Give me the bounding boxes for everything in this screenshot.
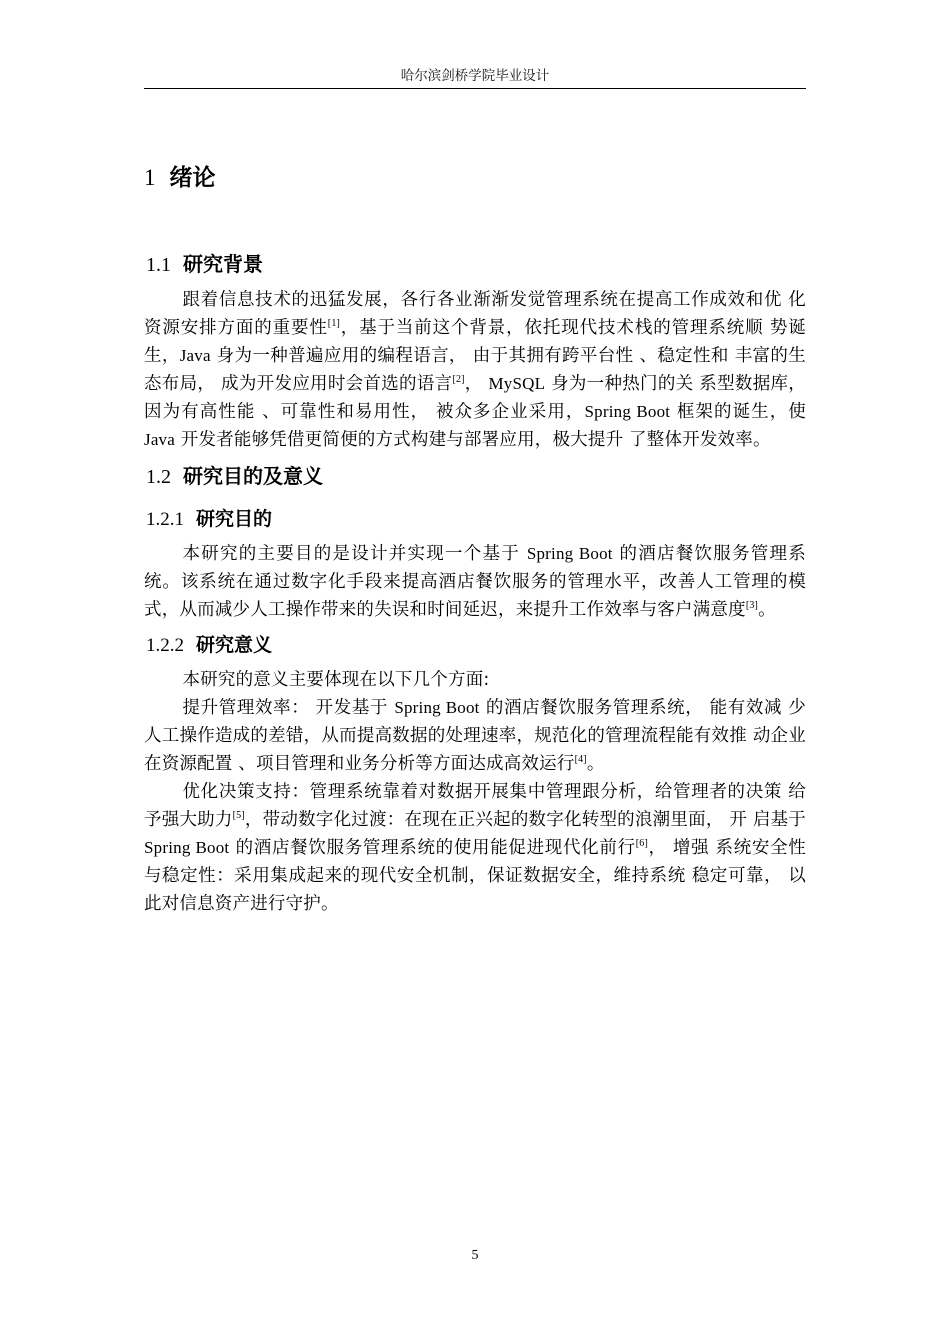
text-run: Spring Boot	[394, 698, 480, 717]
chapter-heading	[144, 160, 806, 196]
citation-4: [4]	[574, 754, 587, 765]
section-number: 1.1	[146, 254, 171, 276]
text-run: 优化决策支持：管理系统靠着对数据开展集中管理跟分析，给管理者的决策 给予强大助力	[144, 782, 806, 830]
section-heading-1-2-1	[146, 504, 806, 534]
section-heading-1-2	[146, 460, 806, 492]
text-run: ，带动数字化过渡：在现在正兴起的数字化转型的浪潮里面， 开 启基于	[244, 810, 806, 830]
paragraph-significance-intro: 本研究的意义主要体现在以下几个方面:	[182, 670, 490, 690]
citation-3: [3]	[745, 600, 759, 611]
section-heading-1-2-2	[146, 630, 806, 660]
text-run: MySQL	[488, 374, 546, 393]
paragraph-purpose	[144, 540, 806, 624]
text-run: Spring Boot	[144, 838, 230, 857]
section-title: 研究背景	[183, 252, 263, 276]
text-run: 提升管理效率： 开发基于	[182, 698, 395, 718]
section-number: 1.2.1	[146, 509, 184, 530]
page-content	[144, 160, 806, 918]
text-run: 本研究的主要目的是设计并实现一个基于	[182, 544, 527, 564]
text-run: Spring Boot	[526, 544, 613, 563]
chapter-number: 1	[144, 165, 156, 190]
citation-6: [6]	[635, 838, 648, 849]
text-run: Spring Boot	[584, 402, 671, 421]
page-header: 哈尔滨剑桥学院毕业设计	[400, 68, 550, 84]
section-number: 1.2	[146, 466, 171, 488]
text-run: 框架的诞生，使	[670, 402, 806, 422]
text-run: 。	[586, 754, 605, 774]
text-run: ， 增强 系统安全性与稳定性：采用集成起来的现代安全机制，保证数据安全，维持系统 稳定可靠， 以此对信息资产进行守护。	[144, 838, 807, 914]
text-run: 开发者能够凭借更简便的方式构建与部署应用，极大提升 了整体开发效率。	[175, 430, 771, 450]
section-heading-1-1	[146, 248, 806, 280]
text-run: Java	[179, 346, 211, 365]
text-run: 的酒店餐饮服务管理系统的使用能促进现代化前行	[229, 838, 636, 858]
text-run: ，基于当前这个背景，依托现代技术栈的管理系统顺 势诞生，	[144, 318, 806, 366]
paragraph-efficiency	[144, 694, 806, 778]
text-run: 身为一种普遍应用的编程语言， 由于其拥有跨平台性 、稳定性和 丰富的生态布局， 成为开发应用时会首选的语言	[144, 346, 806, 394]
text-run: 的酒店餐饮服务管理系统。该系统在通过数字化手段来提高酒店餐饮服务的管理水平，改善人工管理的模式，从而减少人工操作带来的失误和时间延迟，来提升工作效率与客户满意度	[144, 544, 806, 620]
text-run: 。	[758, 600, 776, 620]
citation-1: [1]	[327, 318, 341, 329]
citation-2: [2]	[452, 374, 465, 385]
text-run: 的酒店餐饮服务管理系统， 能有效减 少人工操作造成的差错，从而提高数据的处理速率，规范化的管理流程能有效推 动企业在资源配置 、项目管理和业务分析等方面达成高效运行	[144, 698, 806, 774]
text-run: 身为一种热门的关 系型数据库， 因为有高性能 、可靠性和易用性， 被众多企业采用，	[144, 374, 806, 422]
text-run: 跟着信息技术的迅猛发展，各行各业渐渐发觉管理系统在提高工作成效和优 化资源安排方面的重要性	[144, 290, 806, 338]
chapter-title: 绪论	[169, 165, 216, 191]
text-run: ，	[464, 374, 489, 394]
text-run: Java	[144, 430, 176, 449]
section-title: 研究目的	[196, 508, 273, 530]
section-title: 研究目的及意义	[183, 464, 323, 488]
section-title: 研究意义	[196, 634, 273, 656]
citation-5: [5]	[232, 810, 245, 821]
paragraph-decision-support	[144, 778, 806, 918]
page-number: 5	[471, 1248, 479, 1263]
section-number: 1.2.2	[146, 635, 184, 656]
paragraph-background	[144, 286, 806, 454]
header-rule	[144, 88, 806, 89]
